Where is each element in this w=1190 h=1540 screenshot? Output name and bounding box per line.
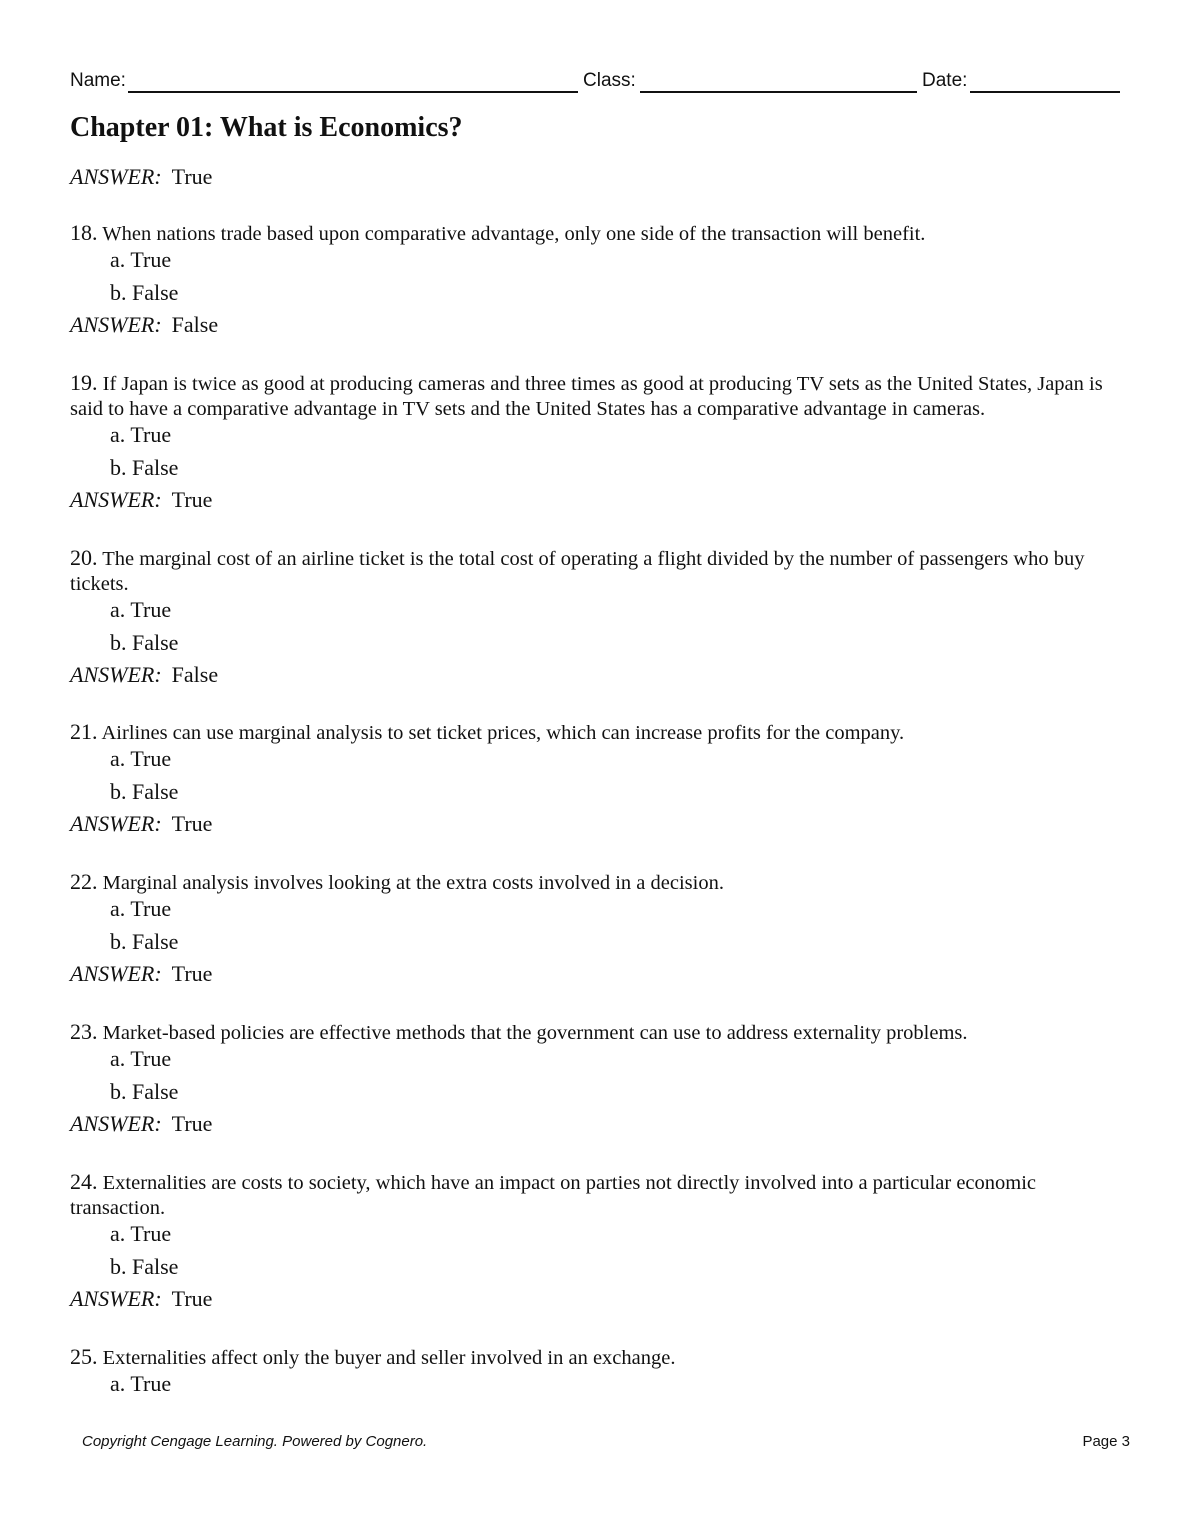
question-text <box>70 220 1120 247</box>
answer-label: ANSWER: <box>70 487 162 512</box>
question-body: Marginal analysis involves looking at the extra costs involved in a decision. <box>102 872 724 894</box>
answer-value: True <box>171 811 213 836</box>
answer-line <box>70 961 1120 987</box>
answer-label: ANSWER: <box>70 1286 162 1311</box>
option-a: a. True <box>110 1221 172 1246</box>
answer-line <box>70 1111 1120 1137</box>
answer-value: True <box>171 487 213 512</box>
answer-label: ANSWER: <box>70 312 162 337</box>
question-number: 20. <box>70 545 98 570</box>
question-body: When nations trade based upon comparative advantage, only one side of the transaction will benefit. <box>102 223 926 245</box>
question-number: 25. <box>70 1344 98 1369</box>
question-number: 19. <box>70 370 98 395</box>
answer-value: True <box>171 164 213 189</box>
option-b: b. False <box>110 778 179 804</box>
footer-copyright: Copyright Cengage Learning. Powered by Cognero. <box>82 1433 428 1450</box>
question-body: Externalities are costs to society, which have an impact on parties not directly involved into a particular economic transaction. <box>70 1172 1037 1219</box>
date-label: Date: <box>922 70 968 91</box>
date-field[interactable] <box>970 91 1120 93</box>
option-a: a. True <box>110 422 172 447</box>
answer-label: ANSWER: <box>70 662 162 687</box>
question-text <box>70 545 1120 597</box>
question-item <box>70 869 1120 987</box>
answer-value: True <box>171 1286 213 1311</box>
question-text <box>70 1019 1120 1046</box>
option-b: b. False <box>110 279 179 305</box>
name-field[interactable] <box>128 91 578 93</box>
question-text <box>70 370 1120 422</box>
header <box>70 69 1120 95</box>
question-body: Airlines can use marginal analysis to set ticket prices, which can increase profits for the company. <box>101 722 905 744</box>
question-item <box>70 719 1120 837</box>
question-number: 22. <box>70 869 98 894</box>
question-text <box>70 719 1120 746</box>
footer-page-number: Page 3 <box>1082 1433 1130 1450</box>
option-b: b. False <box>110 928 179 954</box>
answer-label: ANSWER: <box>70 811 162 836</box>
option-a: a. True <box>110 247 172 272</box>
question-number: 24. <box>70 1169 98 1194</box>
option-b: b. False <box>110 1078 179 1104</box>
answer-line <box>70 487 1120 513</box>
name-label: Name: <box>70 70 126 91</box>
answer-line <box>70 811 1120 837</box>
answer-line <box>70 164 212 190</box>
option-a: a. True <box>110 1371 172 1396</box>
question-number: 21. <box>70 719 98 744</box>
answer-label: ANSWER: <box>70 1111 162 1136</box>
answer-line <box>70 662 1120 688</box>
class-label: Class: <box>583 70 636 91</box>
answer-label: ANSWER: <box>70 164 162 189</box>
answer-label: ANSWER: <box>70 961 162 986</box>
question-body: The marginal cost of an airline ticket is the total cost of operating a flight divided by the number of passengers who buy tickets. <box>70 548 1085 595</box>
question-number: 23. <box>70 1019 98 1044</box>
question-number: 18. <box>70 220 98 245</box>
question-body: Market-based policies are effective methods that the government can use to address externality problems. <box>102 1022 968 1044</box>
question-item <box>70 1169 1120 1312</box>
option-a: a. True <box>110 1046 172 1071</box>
option-b: b. False <box>110 1253 179 1279</box>
question-item <box>70 220 1120 338</box>
answer-value: True <box>171 1111 213 1136</box>
question-text <box>70 1344 1120 1371</box>
answer-value: False <box>171 312 219 337</box>
answer-line <box>70 312 1120 338</box>
question-body: If Japan is twice as good at producing cameras and three times as good at producing TV sets as the United States, Japan is said to have a comparative advantage in TV sets and the United States has a comparative advantage in cameras. <box>70 373 1103 420</box>
question-text <box>70 1169 1120 1221</box>
option-a: a. True <box>110 746 172 771</box>
class-field[interactable] <box>640 91 917 93</box>
option-a: a. True <box>110 896 172 921</box>
option-b: b. False <box>110 629 179 655</box>
option-a: a. True <box>110 597 172 622</box>
answer-value: True <box>171 961 213 986</box>
question-item <box>70 370 1120 513</box>
page-title: Chapter 01: What is Economics? <box>70 112 463 143</box>
question-text <box>70 869 1120 896</box>
option-b: b. False <box>110 454 179 480</box>
answer-line <box>70 1286 1120 1312</box>
question-item <box>70 545 1120 688</box>
question-item <box>70 1019 1120 1137</box>
question-item <box>70 1344 1120 1404</box>
question-body: Externalities affect only the buyer and seller involved in an exchange. <box>102 1347 676 1369</box>
answer-value: False <box>171 662 219 687</box>
